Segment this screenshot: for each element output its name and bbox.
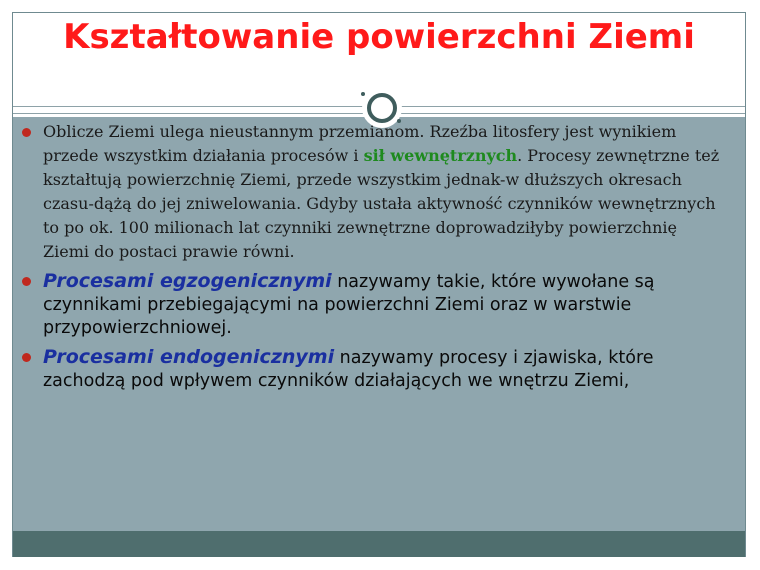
bullet-icon	[22, 277, 31, 286]
bullet-list	[20, 120, 720, 399]
bullet-icon	[22, 128, 31, 137]
ornament-dot-icon	[361, 92, 365, 96]
definition-text: nazywamy takie, które wywołane są czynnikami przebiegającymi na powierzchni Ziemi oraz w warstwie przypowierzchniowej.	[43, 272, 655, 338]
term-text: Procesami egzogenicznymi	[43, 270, 332, 292]
term-text: Procesami endogenicznymi	[43, 346, 335, 368]
footer-band	[13, 531, 745, 557]
ring-icon	[367, 93, 397, 123]
paragraph-text-b: . Procesy zewnętrzne też kształtują powierzchnię Ziemi, przede wszystkim jednak-w dłuższych okresach czasu-dążą do jej zniwelowania. Gdyby ustała aktywność czynników wewnętrznych to po ok. 100 milionach lat czynniki zewnętrzne doprowadziłyby powierzchnię Ziemi do postaci prawie równi.	[43, 146, 720, 261]
list-item	[20, 346, 720, 393]
paragraph-text-a: Oblicze Ziemi ulega nieustannym przemianom. Rzeźba litosfery jest wynikiem przede wszystkim działania procesów i	[43, 122, 677, 165]
definition-text: nazywamy procesy i zjawiska, które zachodzą pod wpływem czynników działających we wnętrzu Ziemi,	[43, 348, 654, 391]
slide-title: Kształtowanie powierzchni Ziemi	[63, 17, 695, 57]
highlight-text: sił wewnętrznych	[363, 146, 518, 165]
list-item	[20, 120, 720, 264]
list-item	[20, 270, 720, 340]
bullet-icon	[22, 353, 31, 362]
